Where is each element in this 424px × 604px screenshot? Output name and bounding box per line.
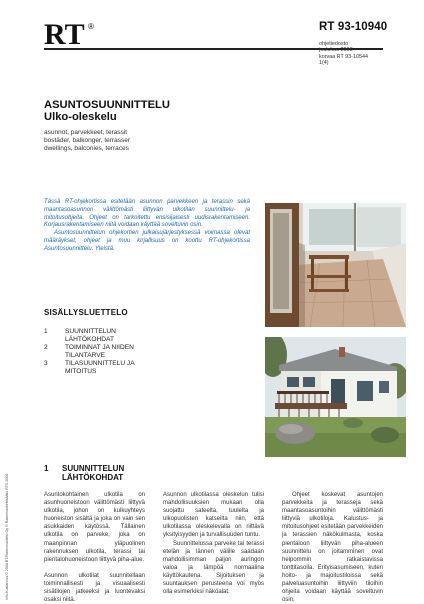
document-title: ASUNTOSUUNNITTELU [44, 99, 170, 111]
text-column-1 [44, 491, 145, 604]
paragraph: Asunnon ulkotilassa oleskelun tulisi mahdollisuuksien mukaan olla suojattu sateelta, tuulelta ja ulkopuolisten katseilta niin, että ulkotilassa oleskelevalla on riittävä yksityisyyden ja turvallisuuden tuntu. [163, 492, 264, 539]
meta-page: 1(4) [319, 60, 329, 67]
rt-logo [44, 20, 100, 46]
section-title: SUUNNITTELUN LÄHTÖKOHDAT [62, 464, 125, 482]
toc-item-label: TILASUUNNITTELU JA MITOITUS [65, 360, 135, 375]
keywords-sv: bostäder, balkonger, terrasser [44, 137, 130, 145]
copyright-side-text: Info-Kustannus © 2008 RT/Rakennustieto Oy © Rakennustietosäätiö RTS 2008 [5, 473, 9, 600]
text-column-2 [163, 491, 264, 596]
section-number: 1 [44, 464, 49, 473]
keywords [44, 129, 130, 154]
document-code: RT 93-10940 [319, 21, 388, 33]
paragraph: Ohjeet koskevat asuntojen parvekkeita ja terasseja sekä maantasoasuntoihin välittömästi liittyviä ulkotiloja. Kalustus- ja mitoitusohjeet esitetään parvekkeiden ja terassien näkökulmasta, koska pientaloon liittyvän piha-alueen suunnittelu on joitamminen ovat helpommin ratkaistavissa tonttitasolla. Erityisasumiseen, kuten hoito- ja majoitustiloissa sekä palveluasuntoihin liittyviin tiloihin ohjeita voidaan käyttää soveltuvin osin. [282, 492, 383, 604]
meta-type: ohjetiedosto [319, 41, 349, 47]
paragraph: Asuntokohtainen ulkotila on asunhuoneistoon välittömästi liittyvä ulkotila, johon on kulkuyhteys huoneiston sisältä ja joka on vain sen asukkaiden käytössä. Tällainen ulkotila on parveke, joka on maanpinnan yläpuolinen rakennuksen ulkotila, terassi tai pientalohuoneistoon liittyvä piha-alue. [44, 492, 145, 563]
toc-item-number: 3 [44, 360, 48, 367]
intro-paragraph: Asuntosuunnittelun ohjekortien julkaisujärjestyksessä voimassa olevat määräykset, ohjeet ja muu kirjallisuus on koottu RT-ohjekortissa Asuntosuunnittelu. Yleistä. [44, 230, 250, 252]
toc-item-label: TOIMINNAT JA NIIDEN TILANTARVE [65, 344, 134, 359]
keywords-fi: asunnot, parvekkeet, terassit [44, 129, 128, 136]
intro-text [44, 199, 250, 254]
paragraph: Asunnon ulkotilat suunnitellaan toiminnallisesti ja visuaalisesti sisätilojen jatkeeksi ja luontevaksi osaksi niitä. [44, 572, 145, 604]
meta-date: joulukuu 2008 [319, 47, 353, 54]
toc-item-label: SUUNNITTELUN LÄHTÖKOHDAT [65, 328, 116, 343]
keywords-en: dwellings, balconies, terraces [44, 145, 129, 153]
balcony-photo [265, 203, 406, 327]
toc-item-number: 1 [44, 328, 48, 335]
logo-registered-mark: ® [88, 22, 94, 31]
toc-item-number: 2 [44, 344, 48, 351]
toc-title: SISÄLLYSLUETTELO [44, 308, 128, 317]
document-meta [319, 41, 368, 67]
intro-paragraph: Tässä RT-ohjekortissa esitetään asunnon parvekkeen ja terassin sekä maantasoasunnon välittömästi liittyvän ulkotilan suunnittelu- ja mitoitusohjeita. Ohjeet on tarkoitettu ensisijaisesti uudisrakentamiseen. Korjausrakentamiseen niitä voidaan käyttää soveltuvin osin. [44, 199, 250, 229]
house-photo [265, 337, 406, 457]
meta-replaces: korvaa RT 93-10544 [319, 53, 368, 60]
logo-text: RT [44, 20, 85, 46]
text-column-3 [282, 491, 383, 604]
document-subtitle: Ulko-oleskelu [44, 111, 117, 123]
paragraph: Suunnittelussa parveke tai terassi etelän ja lännen välille saadaan mahdollisimman paljon auringon valoa ja lämpöä normaalina käyttökautena. Sijoituksen ja suuntauksen perusteena voi myös olla esimerkiksi näköalat. [163, 540, 264, 596]
